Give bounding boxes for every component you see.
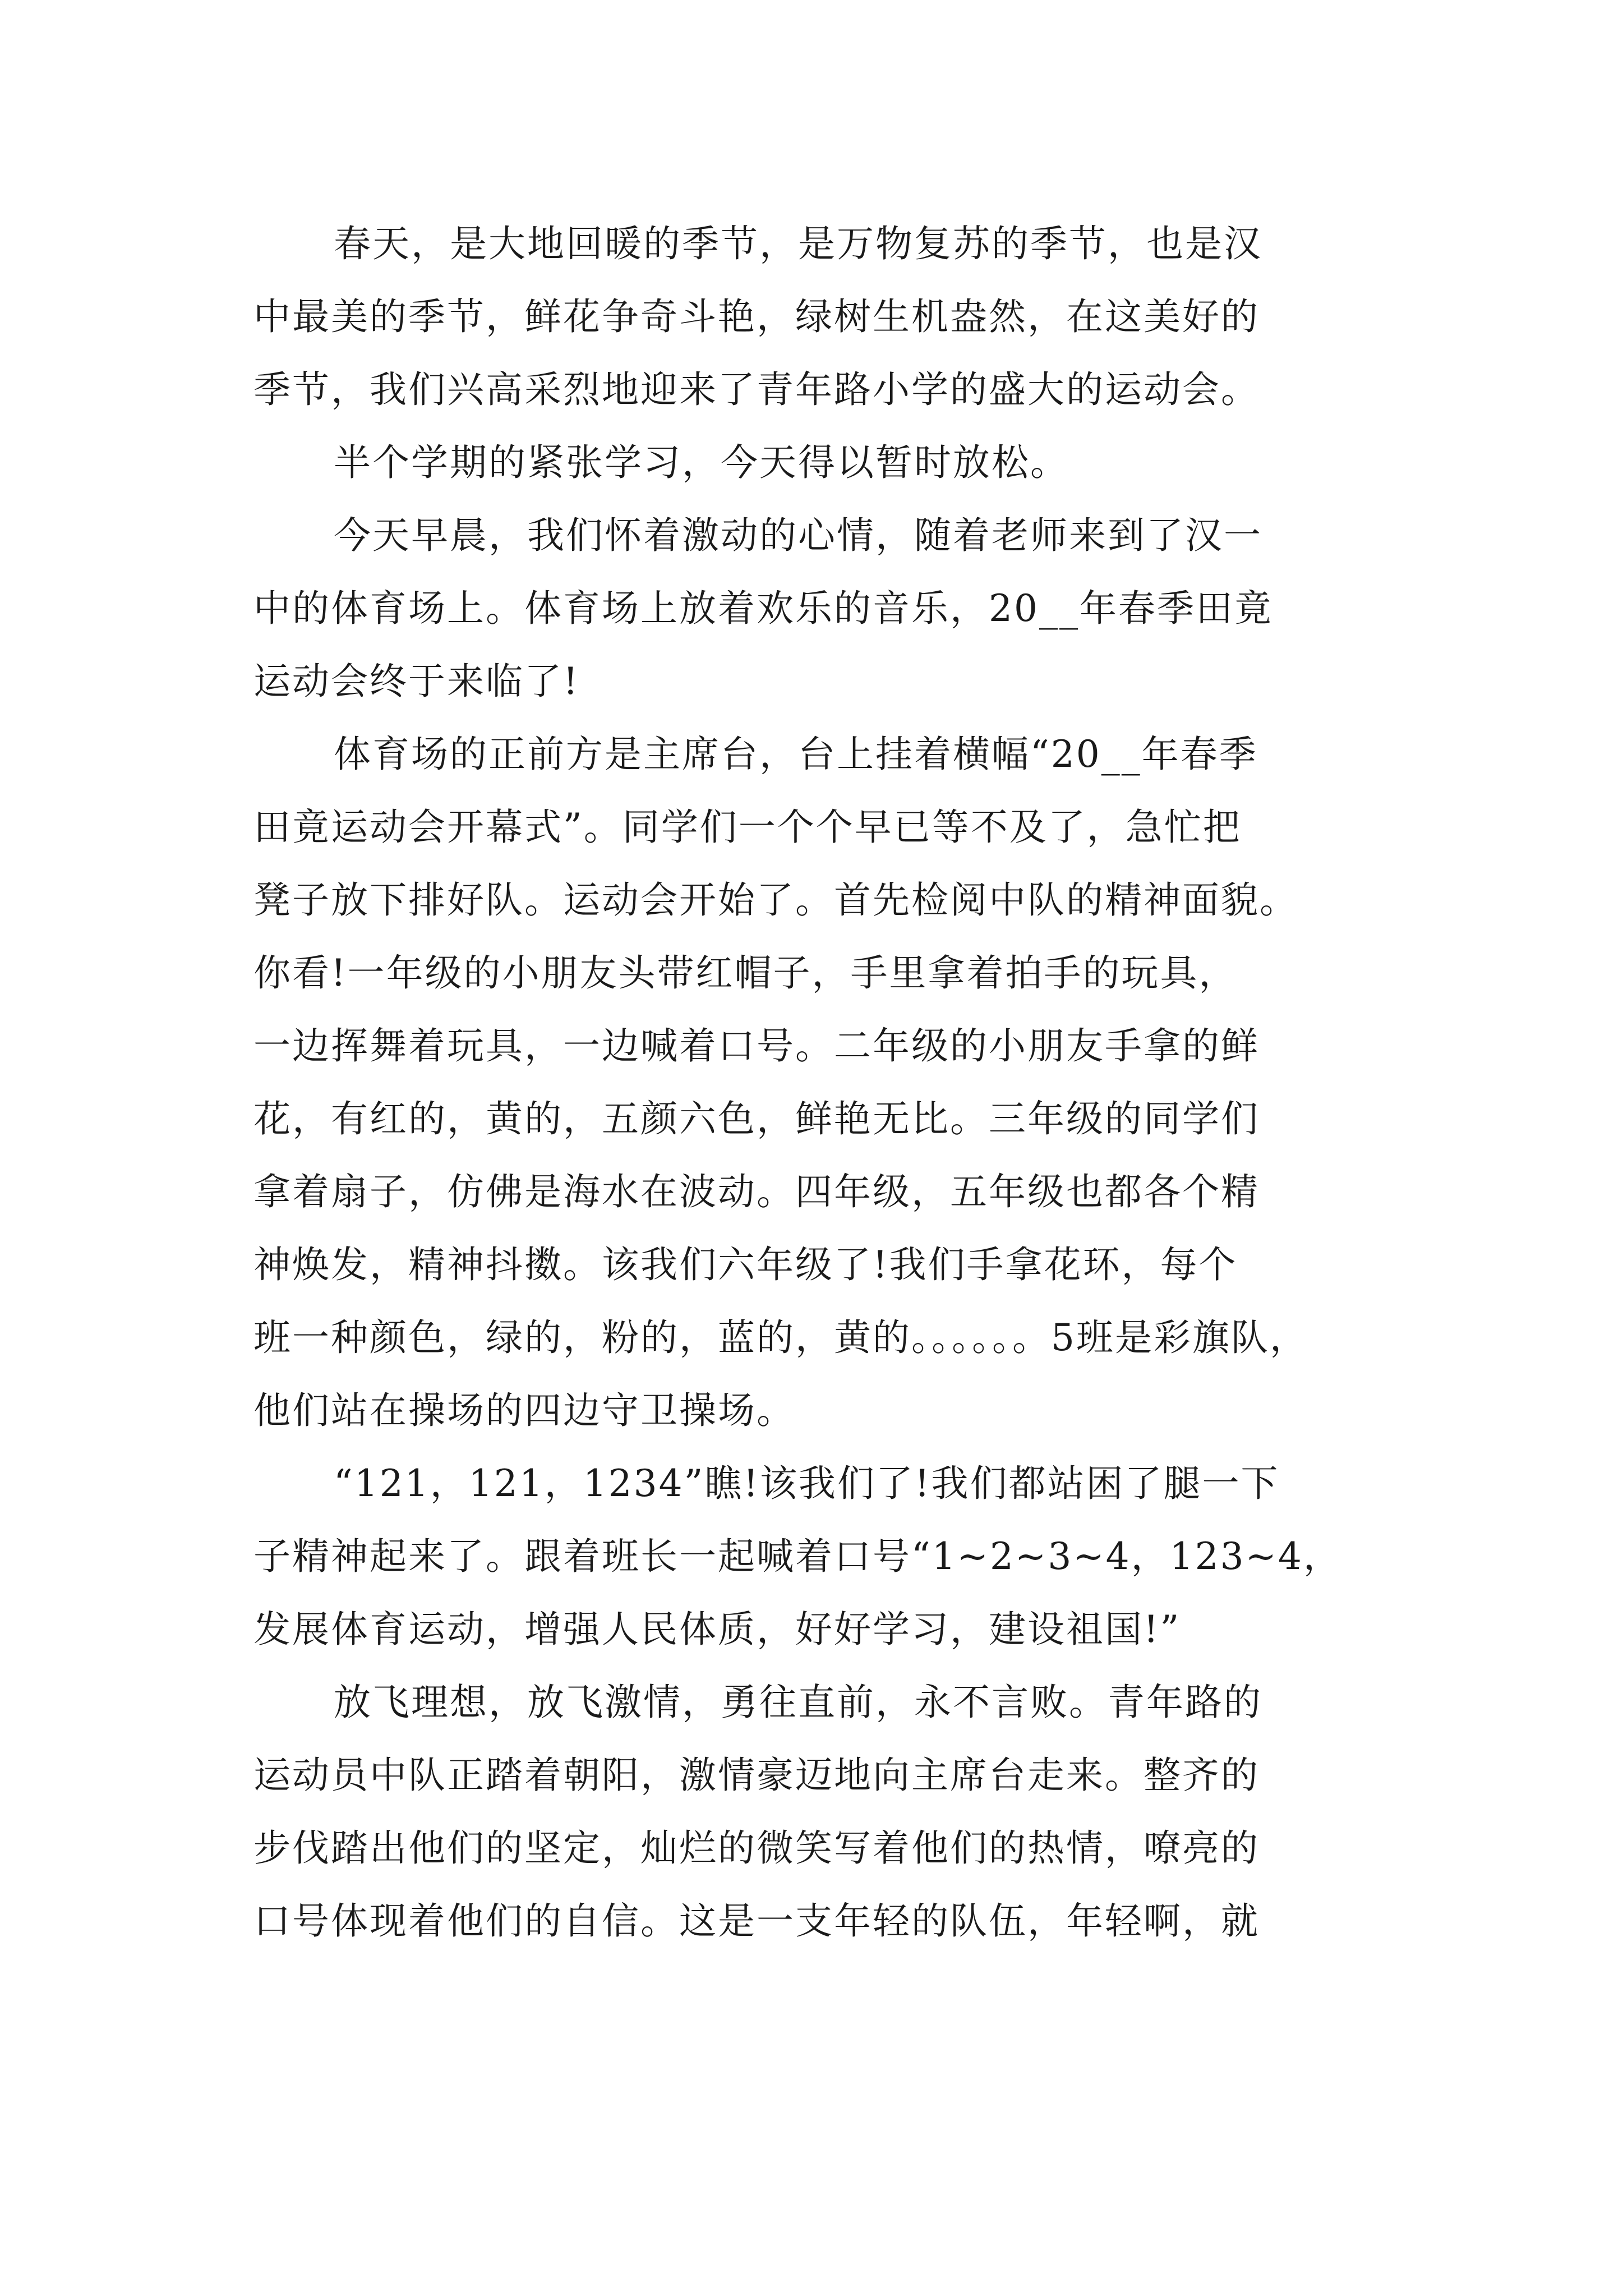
text-line: 口号体现着他们的自信。这是一支年轻的队伍，年轻啊，就: [253, 1899, 1260, 1943]
text-line: 发展体育运动，增强人民体质，好好学习，建设祖国!”: [253, 1608, 1181, 1651]
text-line: 神焕发，精神抖擞。该我们六年级了!我们手拿花环，每个: [253, 1243, 1238, 1286]
text-line: 步伐踏出他们的坚定，灿烂的微笑写着他们的热情，嘹亮的: [253, 1826, 1260, 1870]
text-line: 班一种颜色，绿的，粉的，蓝的，黄的。。。。。。5班是彩旗队，: [253, 1316, 1308, 1359]
text-line: 拿着扇子，仿佛是海水在波动。四年级，五年级也都各个精: [253, 1170, 1260, 1213]
text-line: 半个学期的紧张学习，今天得以暂时放松。: [334, 441, 1069, 484]
text-line: 今天早晨，我们怀着激动的心情，随着老师来到了汉一: [334, 514, 1262, 557]
text-line: 季节，我们兴高采烈地迎来了青年路小学的盛大的运动会。: [253, 368, 1260, 411]
text-line: 中最美的季节，鲜花争奇斗艳，绿树生机盎然，在这美好的: [253, 295, 1260, 338]
text-line: 体育场的正前方是主席台，台上挂着横幅“20__年春季: [334, 733, 1258, 776]
text-line: “121，121，1234”瞧!该我们了!我们都站困了腿一下: [334, 1462, 1280, 1505]
text-line: 放飞理想，放飞激情，勇往直前，永不言败。青年路的: [334, 1681, 1262, 1724]
text-line: 春天，是大地回暖的季节，是万物复苏的季节，也是汉: [334, 222, 1262, 265]
text-line: 田竟运动会开幕式”。同学们一个个早已等不及了，急忙把: [253, 806, 1242, 849]
text-line: 中的体育场上。体育场上放着欢乐的音乐，20__年春季田竟: [253, 587, 1273, 630]
text-line: 花，有红的，黄的，五颜六色，鲜艳无比。三年级的同学们: [253, 1097, 1260, 1140]
text-line: 他们站在操场的四边守卫操场。: [253, 1389, 795, 1432]
text-line: 子精神起来了。跟着班长一起喊着口号“1~2~3~4，123~4，: [253, 1535, 1342, 1578]
text-line: 你看!一年级的小朋友头带红帽子，手里拿着拍手的玩具，: [253, 951, 1238, 995]
text-line: 运动会终于来临了!: [253, 660, 580, 703]
text-line: 凳子放下排好队。运动会开始了。首先检阅中队的精神面貌。: [253, 878, 1298, 922]
text-line: 一边挥舞着玩具，一边喊着口号。二年级的小朋友手拿的鲜: [253, 1024, 1260, 1068]
text-line: 运动员中队正踏着朝阳，激情豪迈地向主席台走来。整齐的: [253, 1754, 1260, 1797]
